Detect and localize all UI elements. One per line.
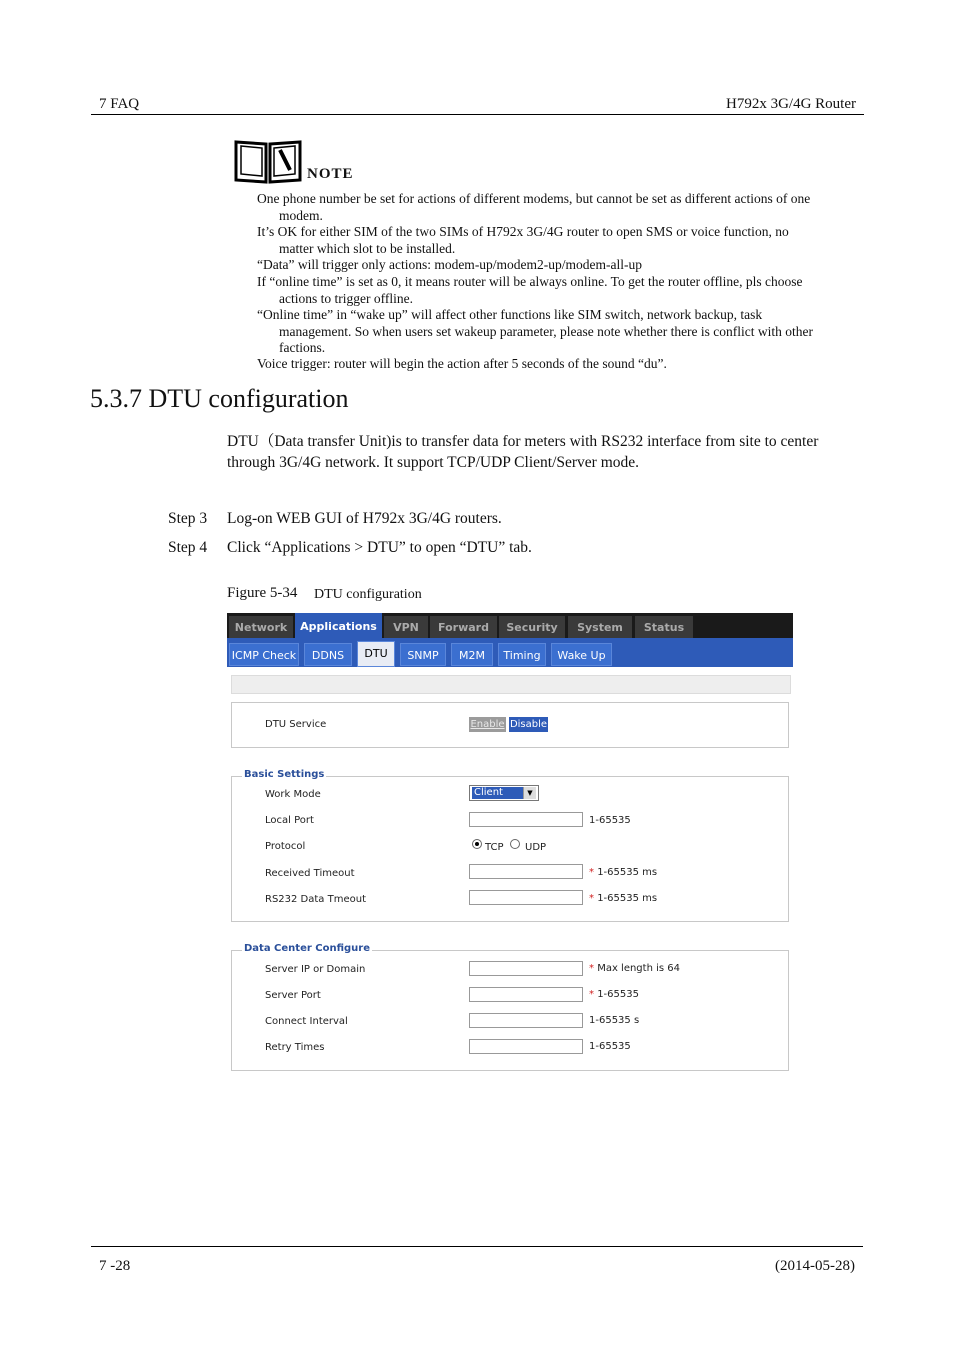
dtu-service-label: DTU Service [265,719,327,730]
step-number: Step 3 [168,510,208,527]
note-text: If “online time” is set as 0, it means router will be always online. To get the router offline, pls choose [257,274,803,289]
subtab-dtu[interactable]: DTU [357,641,395,667]
disable-button[interactable]: Disable [509,719,548,730]
udp-radio[interactable] [510,839,520,849]
rs232-timeout-input[interactable] [469,890,583,905]
note-text-cont: factions. [279,340,326,355]
note-title: NOTE [307,166,354,182]
subtab-snmp[interactable]: SNMP [400,643,446,666]
required-mark: * [589,989,594,1000]
tab-applications[interactable]: Applications [295,613,382,638]
tab-status[interactable]: Status [635,616,693,638]
sub-nav [227,638,793,667]
header-chapter: 7 FAQ [99,96,140,112]
note-item [257,356,857,373]
document-date: (2014-05-28) [775,1258,855,1274]
enable-button[interactable]: Enable [470,719,505,730]
local-port-label: Local Port [265,815,314,826]
required-mark: * [589,963,594,974]
note-item [257,224,857,257]
received-timeout-input[interactable] [469,864,583,879]
connect-interval-hint: 1-65535 s [589,1015,640,1026]
note-book-icon [233,136,303,189]
tcp-radio[interactable] [472,839,482,849]
received-timeout-hint [589,867,657,878]
rs232-timeout-label: RS232 Data Tmeout [265,894,366,905]
basic-settings-panel [231,769,789,922]
retry-times-input[interactable] [469,1039,583,1054]
note-text-cont: actions to trigger offline. [279,290,413,306]
work-mode-label: Work Mode [265,789,321,800]
note-text-cont: modem. [279,207,323,223]
rs232-timeout-hint [589,893,657,904]
data-center-legend: Data Center Configure [244,943,371,954]
server-ip-input[interactable] [469,961,583,976]
figure-caption: DTU configuration [314,587,422,602]
subtab-wake-up[interactable]: Wake Up [551,643,612,666]
hint-text: 1-65535 [597,989,639,1000]
required-mark: * [589,867,594,878]
note-item [257,307,857,357]
figure-number: Figure 5-34 [227,585,298,601]
note-text: One phone number be set for actions of different modems, but cannot be set as different actions of one [257,191,811,206]
content-strip [231,675,791,694]
server-port-label: Server Port [265,990,321,1001]
work-mode-value: Client [472,787,524,799]
note-text: “Online time” in “wake up” will affect other functions like SIM switch, network backup, task [257,307,763,322]
server-ip-hint [589,963,680,974]
top-nav [227,613,793,638]
note-text-cont: management. So when users set wakeup parameter, please note whether there is conflict with other [279,323,814,339]
basic-settings-legend: Basic Settings [244,769,325,780]
tab-forward[interactable]: Forward [430,616,497,638]
footer-rule [91,1246,863,1247]
hint-text: 1-65535 ms [597,867,658,878]
tab-vpn[interactable]: VPN [384,616,428,638]
connect-interval-label: Connect Interval [265,1016,348,1027]
note-item [257,257,857,274]
header-rule [91,114,864,115]
intro-paragraph: DTU（Data transfer Unit)is to transfer data for meters with RS232 interface from site to center through 3G/4G network. It support TCP/UDP Client/Server mode. [227,433,819,471]
note-text: “Data” will trigger only actions: modem-up/modem2-up/modem-all-up [257,257,643,272]
step-number: Step 4 [168,539,208,556]
header-product: H792x 3G/4G Router [726,96,856,112]
server-ip-label: Server IP or Domain [265,964,366,975]
connect-interval-input[interactable] [469,1013,583,1028]
tcp-label: TCP [485,842,504,853]
protocol-label: Protocol [265,841,306,852]
tab-network[interactable]: Network [229,616,293,638]
step-text: Click “Applications > DTU” to open “DTU” tab. [227,539,532,556]
local-port-hint: 1-65535 [589,815,631,826]
note-text-cont: matter which slot to be installed. [279,240,456,256]
tab-security[interactable]: Security [499,616,565,638]
tab-system[interactable]: System [568,616,632,638]
received-timeout-label: Received Timeout [265,868,355,879]
hint-text: Max length is 64 [597,963,680,974]
data-center-panel [231,943,789,1071]
subtab-ddns[interactable]: DDNS [304,643,352,666]
retry-times-hint: 1-65535 [589,1041,631,1052]
server-port-input[interactable] [469,987,583,1002]
subtab-m2m[interactable]: M2M [451,643,493,666]
required-mark: * [589,893,594,904]
note-text: It’s OK for either SIM of the two SIMs of H792x 3G/4G router to open SMS or voice function, no [257,224,789,239]
hint-text: 1-65535 ms [597,893,658,904]
step-text: Log-on WEB GUI of H792x 3G/4G routers. [227,510,502,527]
note-item [257,191,857,224]
retry-times-label: Retry Times [265,1042,325,1053]
section-title: 5.3.7 DTU configuration [90,384,349,413]
server-port-hint [589,989,639,1000]
router-web-gui [227,613,793,1073]
work-mode-select[interactable] [469,785,539,801]
note-text: Voice trigger: router will begin the action after 5 seconds of the sound “du”. [257,356,667,371]
subtab-timing[interactable]: Timing [498,643,546,666]
service-panel [231,702,789,748]
chevron-down-icon: ▼ [523,787,536,799]
local-port-input[interactable] [469,812,583,827]
page-number: 7 -28 [99,1258,131,1274]
note-item [257,274,857,307]
subtab-icmp-check[interactable]: ICMP Check [229,643,299,666]
udp-label: UDP [525,842,547,853]
